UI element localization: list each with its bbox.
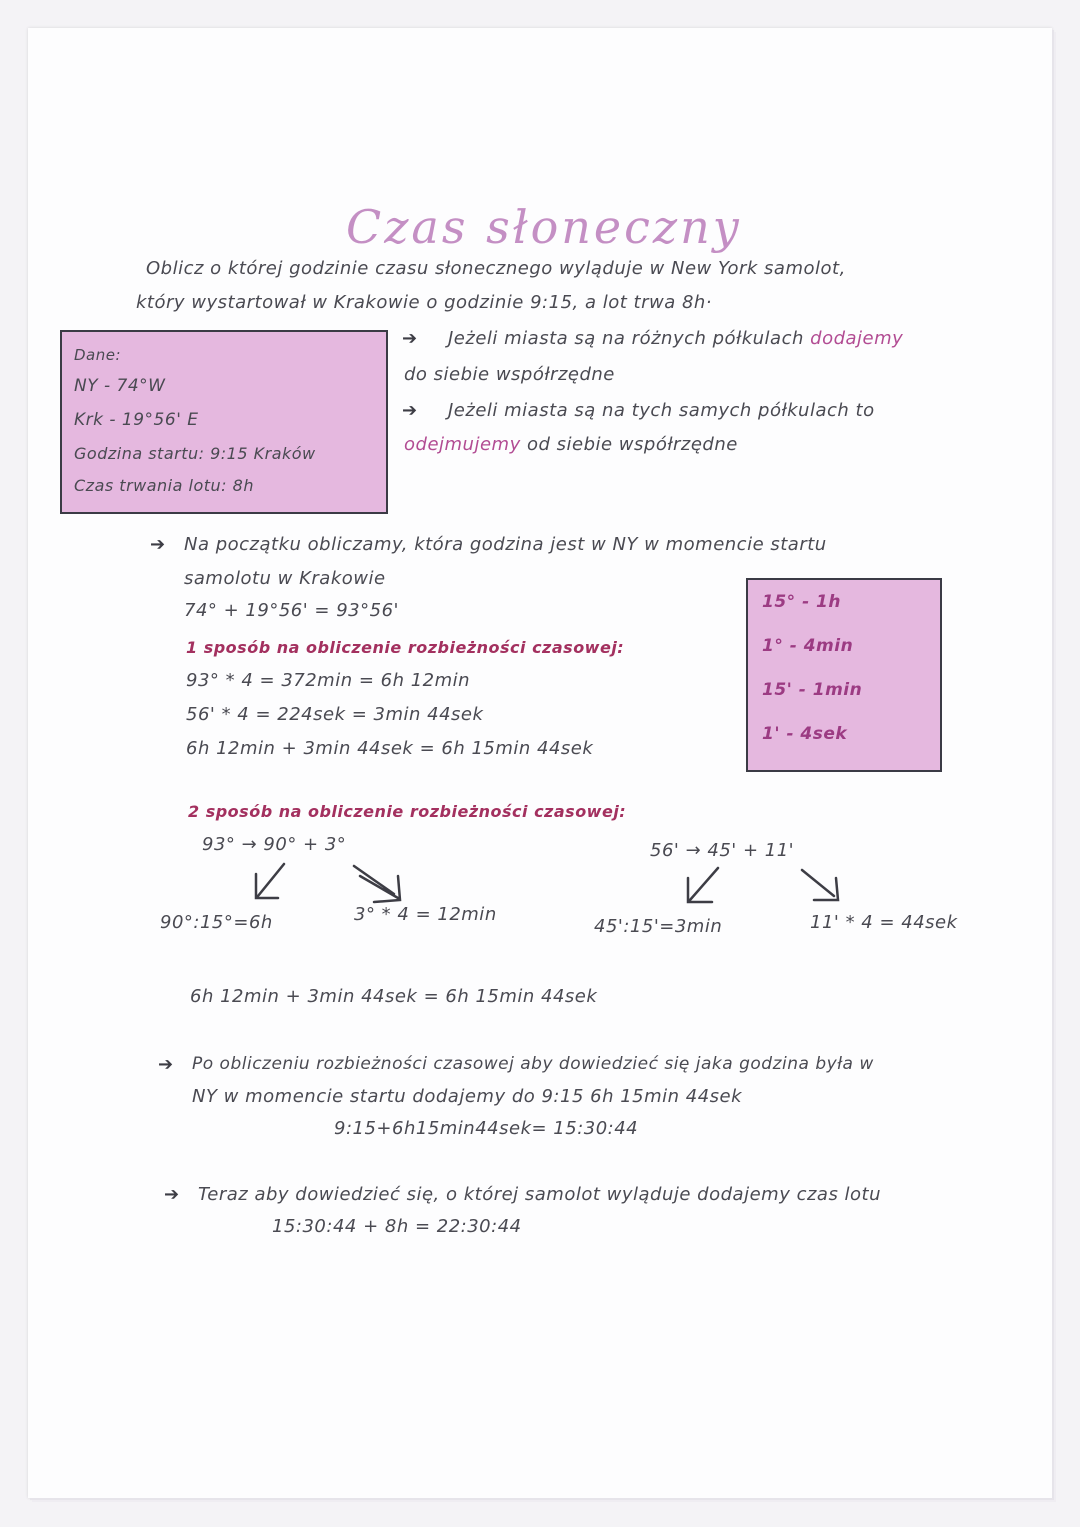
note-page (28, 28, 1052, 1498)
method2-minutes-b: 11' * 4 = 44sek (810, 912, 958, 933)
method2-minutes-a: 45':15'=3min (594, 916, 723, 937)
step2-calc: 9:15+6h15min44sek= 15:30:44 (334, 1118, 639, 1139)
arrow-down-left-icon (250, 860, 290, 904)
given-krk: Krk - 19°56' E (74, 410, 199, 430)
given-ny: NY - 74°W (74, 376, 166, 396)
step1-line-2: samolotu w Krakowie (184, 568, 386, 589)
step2-line-2: NY w momencie startu dodajemy do 9:15 6h 15min 44sek (192, 1086, 743, 1107)
conversion-row-3: 15' - 1min (762, 680, 863, 700)
given-heading: Dane: (74, 346, 122, 364)
conversion-row-2: 1° - 4min (762, 636, 854, 656)
arrow-down-right-icon (798, 866, 848, 906)
given-duration: Czas trwania lotu: 8h (74, 476, 254, 495)
rule1-continuation: do siebie współrzędne (404, 364, 615, 385)
step3-line-1: Teraz aby dowiedzieć się, o której samolot wyląduje dodajemy czas lotu (198, 1184, 882, 1205)
method2-heading: 2 sposób na obliczenie rozbieżności czasowej: (188, 802, 627, 821)
given-start: Godzina startu: 9:15 Kraków (74, 444, 316, 463)
step1-sum: 74° + 19°56' = 93°56' (184, 600, 399, 621)
page-title: Czas słoneczny (346, 200, 742, 254)
rule2-continuation (404, 434, 738, 455)
method1-line-1: 93° * 4 = 372min = 6h 12min (186, 670, 471, 691)
intro-line-2: który wystartował w Krakowie o godzinie 9:15, a lot trwa 8h· (136, 292, 713, 313)
rule2-text: Jeżeli miasta są na tych samych półkulach to (448, 400, 875, 421)
rule1-highlight: dodajemy (810, 328, 904, 349)
arrow-right-icon: ➔ (164, 1184, 180, 1205)
method2-split-degrees: 93° → 90° + 3° (202, 834, 347, 855)
intro-line-1: Oblicz o której godzinie czasu słonecznego wyląduje w New York samolot, (146, 258, 846, 279)
rule1-part-a: Jeżeli miasta są na różnych półkulach (448, 328, 804, 349)
method1-line-2: 56' * 4 = 224sek = 3min 44sek (186, 704, 484, 725)
method2-split-minutes: 56' → 45' + 11' (650, 840, 795, 861)
conversion-box (746, 578, 942, 772)
conversion-row-4: 1' - 4sek (762, 724, 848, 744)
arrow-down-right-icon (350, 862, 410, 906)
step3-calc: 15:30:44 + 8h = 22:30:44 (272, 1216, 522, 1237)
rule1-text (448, 328, 903, 349)
rule2-highlight: odejmujemy (404, 434, 521, 455)
arrow-right-icon: ➔ (402, 400, 418, 421)
step1-line-1: Na początku obliczamy, która godzina jest w NY w momencie startu (184, 534, 827, 555)
rule2-part-c: od siebie współrzędne (526, 434, 738, 455)
method1-line-3: 6h 12min + 3min 44sek = 6h 15min 44sek (186, 738, 594, 759)
conversion-row-1: 15° - 1h (762, 592, 841, 612)
method2-total: 6h 12min + 3min 44sek = 6h 15min 44sek (190, 986, 598, 1007)
arrow-right-icon: ➔ (150, 534, 166, 555)
step2-line-1: Po obliczeniu rozbieżności czasowej aby dowiedzieć się jaka godzina była w (192, 1054, 874, 1074)
given-data-box (60, 330, 388, 514)
arrow-right-icon: ➔ (158, 1054, 174, 1075)
arrow-down-left-icon (682, 864, 722, 908)
arrow-right-icon: ➔ (402, 328, 418, 349)
method1-heading: 1 sposób na obliczenie rozbieżności czasowej: (186, 638, 625, 657)
method2-degrees-a: 90°:15°=6h (160, 912, 273, 933)
method2-degrees-b: 3° * 4 = 12min (354, 904, 497, 925)
